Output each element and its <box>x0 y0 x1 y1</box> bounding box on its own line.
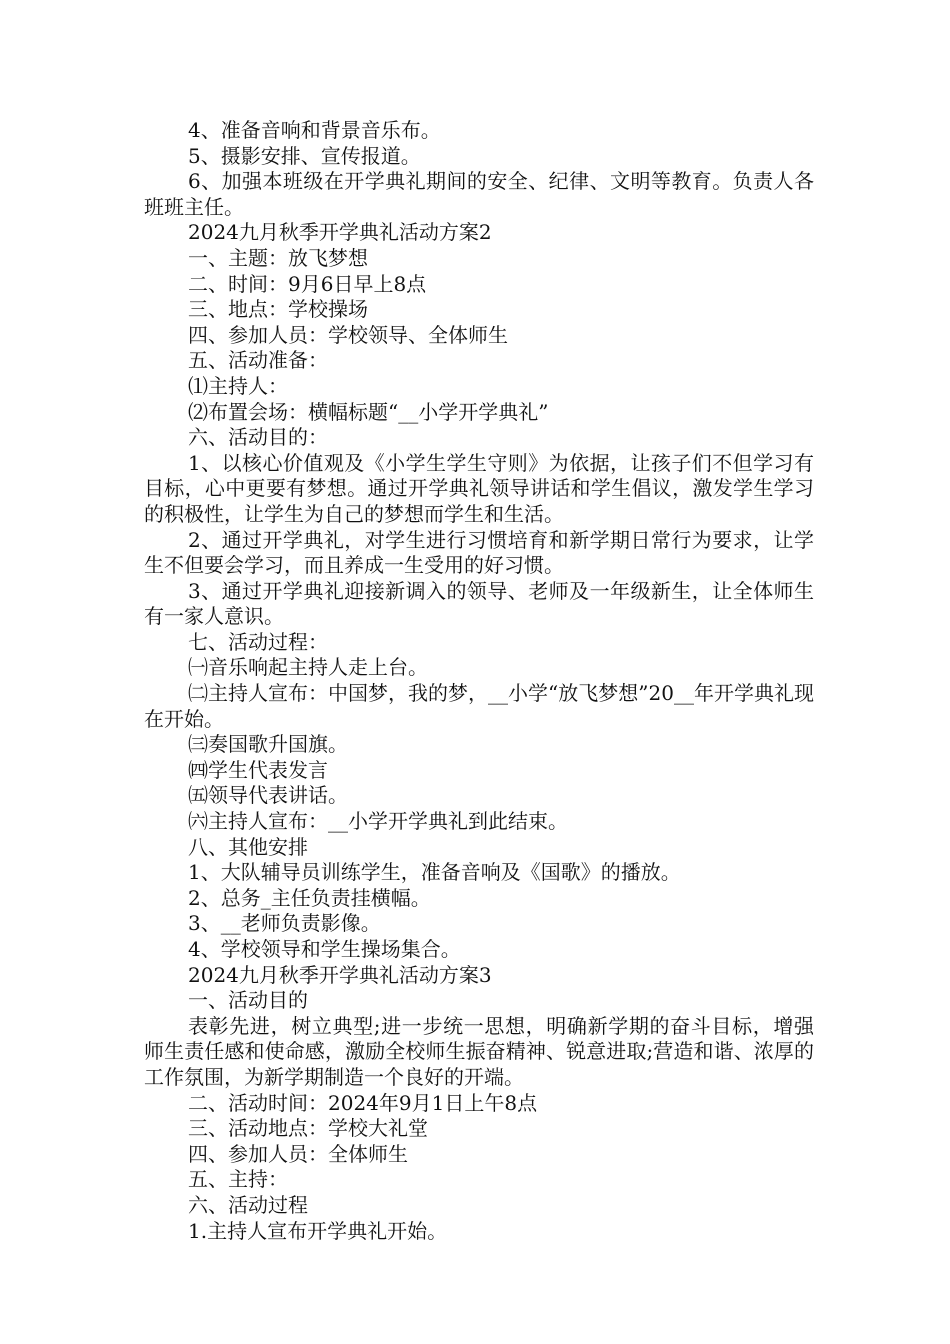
paragraph: 三、活动地点：学校大礼堂 <box>188 1116 428 1141</box>
paragraph: 1、大队辅导员训练学生，准备音响及《国歌》的播放。 <box>188 860 681 885</box>
paragraph: 五、活动准备： <box>188 348 328 373</box>
paragraph: 1.主持人宣布开学典礼开始。 <box>188 1218 448 1243</box>
paragraph: 六、活动过程 <box>188 1192 308 1217</box>
paragraph: 4、学校领导和学生操场集合。 <box>188 937 461 961</box>
paragraph: 四、参加人员：学校领导、全体师生 <box>188 322 508 347</box>
paragraph: 五、主持： <box>188 1167 288 1192</box>
paragraph: 六、活动目的： <box>188 425 328 450</box>
paragraph: ㈢奏国歌升国旗。 <box>188 732 348 757</box>
paragraph: ㈡主持人宣布：中国梦，我的梦，__小学“放飞梦想”20__年开学典礼现在开始。 <box>144 681 814 731</box>
paragraph: 表彰先进，树立典型;进一步统一思想，明确新学期的奋斗目标，增强师生责任感和使命感，激励全校师生振奋精神、锐意进取;营造和谐、浓厚的工作氛围，为新学期制造一个良好的开端。 <box>144 1013 814 1089</box>
paragraph: 七、活动过程： <box>188 629 328 654</box>
paragraph: 3、__老师负责影像。 <box>188 911 381 936</box>
paragraph: 2、通过开学典礼，对学生进行习惯培育和新学期日常行为要求，让学生不但要会学习，而且养成一生受用的好习惯。 <box>144 527 814 578</box>
paragraph: 5、摄影安排、宣传报道。 <box>188 143 421 168</box>
document-body <box>144 118 814 1244</box>
section-heading: 2024九月秋季开学典礼活动方案3 <box>188 962 492 987</box>
paragraph: 6、加强本班级在开学典礼期间的安全、纪律、文明等教育。负责人各班班主任。 <box>144 169 814 219</box>
paragraph: 4、准备音响和背景音乐布。 <box>188 118 441 142</box>
paragraph: 二、时间：9月6日早上8点 <box>188 271 427 296</box>
section-heading: 2024九月秋季开学典礼活动方案2 <box>188 220 492 245</box>
paragraph: ㈠音乐响起主持人走上台。 <box>188 655 428 680</box>
paragraph: 八、其他安排 <box>188 834 308 859</box>
paragraph: 一、活动目的 <box>188 988 308 1013</box>
paragraph: ㈤领导代表讲话。 <box>188 783 348 808</box>
paragraph: 2、总务_主任负责挂横幅。 <box>188 885 431 910</box>
paragraph: 四、参加人员：全体师生 <box>188 1141 408 1166</box>
paragraph: 一、主题：放飞梦想 <box>188 245 368 270</box>
paragraph: ㈣学生代表发言 <box>188 757 328 782</box>
paragraph: ㈥主持人宣布：__小学开学典礼到此结束。 <box>188 809 568 834</box>
paragraph: 1、以核心价值观及《小学生学生守则》为依据，让孩子们不但学习有目标，心中更要有梦想。通过开学典礼领导讲话和学生倡议，激发学生学习的积极性，让学生为自己的梦想而学生和生活。 <box>144 450 814 526</box>
paragraph: ⑴主持人： <box>188 373 288 398</box>
paragraph: 3、通过开学典礼迎接新调入的领导、老师及一年级新生，让全体师生有一家人意识。 <box>144 578 814 629</box>
paragraph: 三、地点：学校操场 <box>188 297 368 322</box>
paragraph: ⑵布置会场：横幅标题“__小学开学典礼” <box>188 399 549 424</box>
paragraph: 二、活动时间：2024年9月1日上午8点 <box>188 1090 538 1115</box>
